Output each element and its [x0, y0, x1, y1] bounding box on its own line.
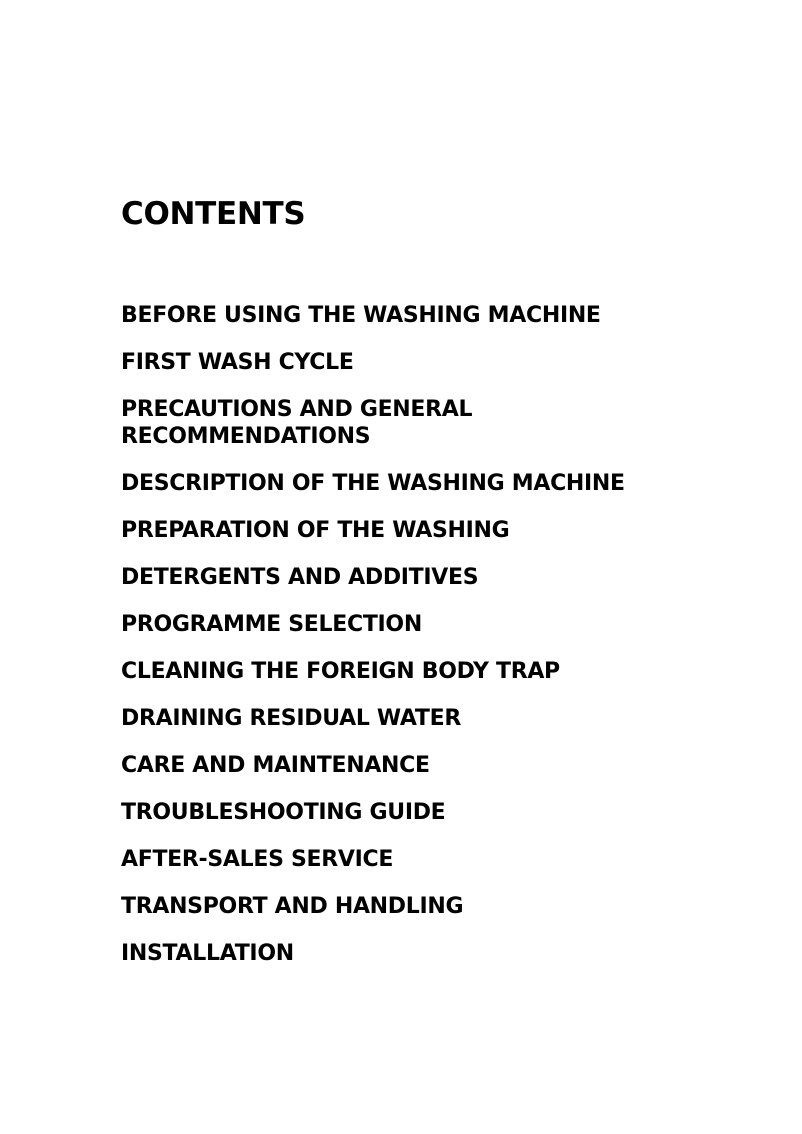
toc-item-after-sales[interactable]: AFTER-SALES SERVICE: [121, 847, 394, 872]
toc-item-first-wash-cycle[interactable]: FIRST WASH CYCLE: [121, 350, 354, 375]
toc-item-preparation[interactable]: PREPARATION OF THE WASHING: [121, 518, 510, 543]
toc-item-detergents[interactable]: DETERGENTS AND ADDITIVES: [121, 565, 479, 590]
toc-item-foreign-body-trap[interactable]: CLEANING THE FOREIGN BODY TRAP: [121, 659, 560, 684]
toc-item-description[interactable]: DESCRIPTION OF THE WASHING MACHINE: [121, 471, 625, 496]
toc-item-troubleshooting[interactable]: TROUBLESHOOTING GUIDE: [121, 800, 446, 825]
table-of-contents: [121, 302, 721, 987]
toc-item-draining-water[interactable]: DRAINING RESIDUAL WATER: [121, 706, 461, 731]
page-title: CONTENTS: [121, 196, 306, 232]
toc-item-before-using[interactable]: BEFORE USING THE WASHING MACHINE: [121, 303, 601, 328]
toc-item-programme-selection[interactable]: PROGRAMME SELECTION: [121, 612, 422, 637]
toc-item-precautions[interactable]: PRECAUTIONS AND GENERAL RECOMMENDATIONS: [121, 397, 473, 449]
toc-item-transport[interactable]: TRANSPORT AND HANDLING: [121, 894, 464, 919]
toc-item-installation[interactable]: INSTALLATION: [121, 941, 294, 966]
toc-item-care-maintenance[interactable]: CARE AND MAINTENANCE: [121, 753, 430, 778]
